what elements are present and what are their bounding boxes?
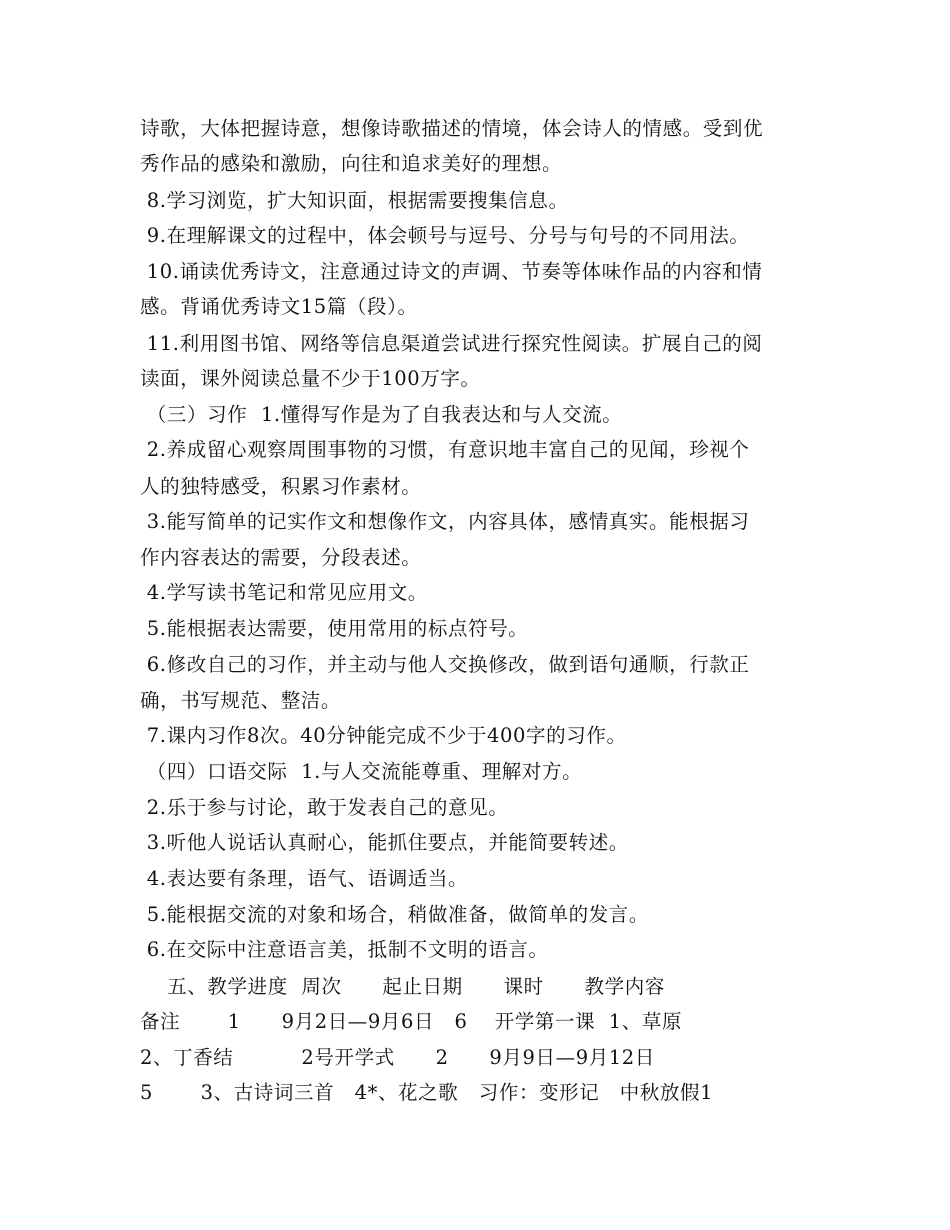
- text-line: 秀作品的感染和激励，向往和追求美好的理想。: [140, 152, 563, 175]
- text-line: 4.表达要有条理，语气、语调适当。: [140, 867, 469, 890]
- text-line: 7.课内习作8次。40分钟能完成不少于400字的习作。: [140, 724, 627, 747]
- text-line: 3.听他人说话认真耐心，能抓住要点，并能简要转述。: [140, 831, 629, 854]
- section-heading-schedule: 五、教学进度 周次 起止日期 课时 教学内容: [140, 975, 665, 998]
- schedule-line: 备注 1 9月2日—9月6日 6 开学第一课 1、草原: [140, 1010, 683, 1033]
- text-line: 6.修改自己的习作，并主动与他人交换修改，做到语句通顺，行款正: [140, 653, 750, 676]
- text-line: 诗歌，大体把握诗意，想像诗歌描述的情境，体会诗人的情感。受到优: [140, 117, 764, 140]
- schedule-line: 5 3、古诗词三首 4*、花之歌 习作：变形记 中秋放假1: [140, 1081, 714, 1104]
- text-line: 作内容表达的需要，分段表述。: [140, 546, 422, 569]
- text-line: 9.在理解课文的过程中，体会顿号与逗号、分号与句号的不同用法。: [140, 224, 750, 247]
- text-line: 2.乐于参与讨论，敢于发表自己的意见。: [140, 796, 509, 819]
- text-line: 2.养成留心观察周围事物的习惯，有意识地丰富自己的见闻，珍视个: [140, 438, 750, 461]
- text-line: 10.诵读优秀诗文，注意通过诗文的声调、节奏等体味作品的内容和情: [140, 260, 763, 283]
- section-heading-writing: （三）习作 1.懂得写作是为了自我表达和与人交流。: [140, 403, 623, 426]
- text-line: 感。背诵优秀诗文15篇（段）。: [140, 295, 418, 318]
- text-line: 3.能写简单的记实作文和想像作文，内容具体，感情真实。能根据习: [140, 510, 750, 533]
- text-line: 读面，课外阅读总量不少于100万字。: [140, 367, 481, 390]
- text-line: 5.能根据表达需要，使用常用的标点符号。: [140, 617, 529, 640]
- text-line: 4.学写读书笔记和常见应用文。: [140, 581, 428, 604]
- text-line: 8.学习浏览，扩大知识面，根据需要搜集信息。: [140, 189, 569, 212]
- section-heading-oral: （四）口语交际 1.与人交流能尊重、理解对方。: [140, 760, 583, 783]
- text-line: 11.利用图书馆、网络等信息渠道尝试进行探究性阅读。扩展自己的阅: [140, 332, 763, 355]
- schedule-line: 2、丁香结 2号开学式 2 9月9日—9月12日: [140, 1046, 655, 1069]
- text-line: 6.在交际中注意语言美，抵制不文明的语言。: [140, 938, 549, 961]
- text-line: 确，书写规范、整洁。: [140, 689, 342, 712]
- text-line: 人的独特感受，积累习作素材。: [140, 475, 422, 498]
- text-line: 5.能根据交流的对象和场合，稍做准备，做简单的发言。: [140, 903, 650, 926]
